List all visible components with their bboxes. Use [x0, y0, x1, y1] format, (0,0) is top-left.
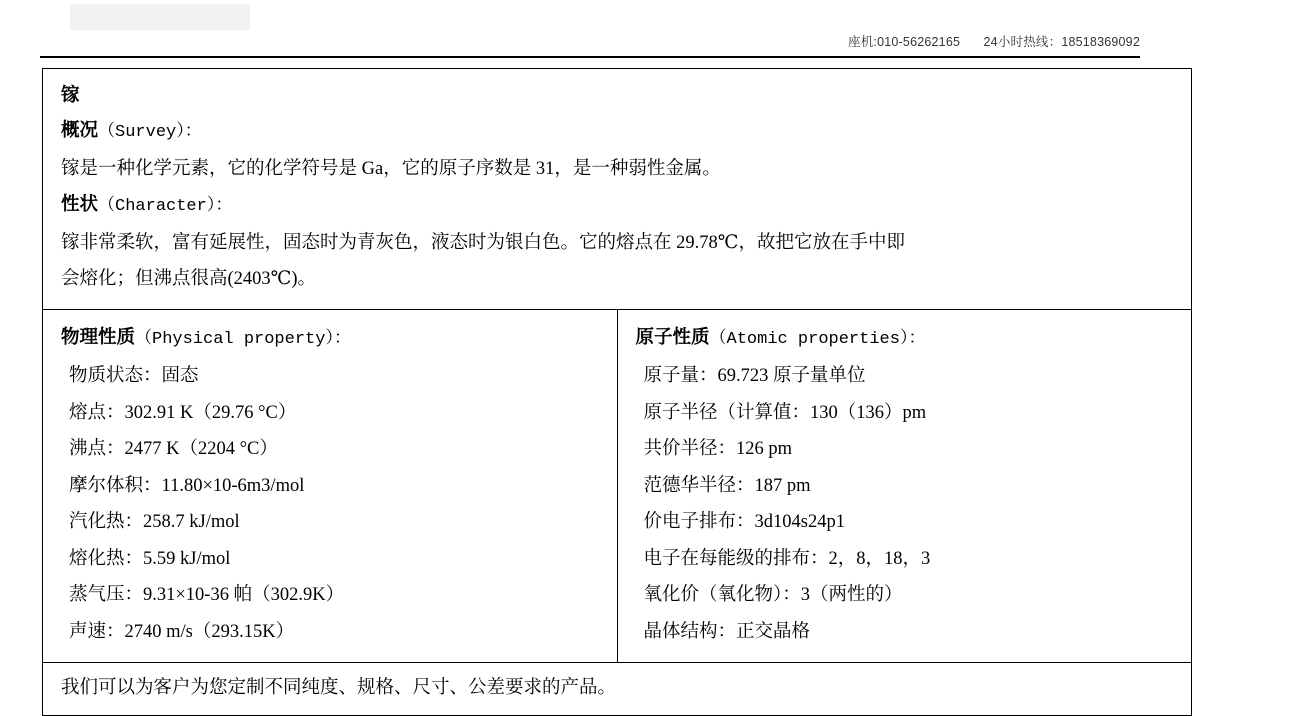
- survey-heading: [61, 113, 1177, 151]
- survey-heading-cn: 概况: [61, 121, 99, 141]
- physical-property-cell: [43, 310, 618, 663]
- atomic-heading-latin: （Atomic properties）：: [709, 330, 926, 349]
- character-heading-cn: 性状: [61, 195, 99, 215]
- physical-heading: [61, 320, 603, 358]
- character-heading-latin: （Character）：: [98, 197, 233, 216]
- header-phone: 座机:010-56262165: [848, 35, 961, 49]
- list-item: 晶体结构：正交晶格: [643, 621, 811, 642]
- list-item: 蒸气压：9.31×10-36 帕（302.9K）: [69, 585, 345, 605]
- page-header: [40, 0, 1140, 58]
- physical-heading-cn: 物理性质: [61, 328, 136, 348]
- element-name: 镓: [61, 86, 80, 106]
- table-row-overview: [43, 69, 1192, 310]
- list-item: 原子量：69.723 原子量单位: [643, 366, 866, 386]
- footer-note-cell: [43, 663, 1192, 716]
- element-spec-table: [42, 68, 1192, 716]
- footer-note: 我们可以为客户为您定制不同纯度、规格、尺寸、公差要求的产品。: [61, 678, 617, 698]
- list-item: 物质状态：固态: [69, 366, 199, 386]
- survey-text: 镓是一种化学元素，它的化学符号是 Ga，它的原子序数是 31，是一种弱性金属。: [61, 159, 721, 179]
- header-contact-info: [848, 32, 1140, 50]
- list-item: 摩尔体积：11.80×10-6m3/mol: [69, 475, 305, 496]
- list-item: 熔点：302.91 K（29.76 °C）: [69, 402, 297, 423]
- atomic-property-cell: [617, 310, 1192, 663]
- survey-heading-latin: （Survey）：: [98, 123, 202, 142]
- list-item: 范德华半径：187 pm: [643, 475, 811, 496]
- list-item: 原子半径（计算值：130（136）pm: [643, 402, 927, 423]
- header-hotline: 24小时热线：18518369092: [983, 35, 1140, 49]
- list-item: 氧化价（氧化物）：3（两性的）: [643, 585, 903, 605]
- overview-cell: [43, 69, 1192, 310]
- atomic-heading-cn: 原子性质: [635, 328, 710, 348]
- character-heading: [61, 187, 1177, 225]
- list-item: 共价半径：126 pm: [643, 439, 793, 459]
- list-item: 熔化热：5.59 kJ/mol: [69, 548, 231, 569]
- list-item: 声速：2740 m/s（293.15K）: [69, 621, 295, 642]
- list-item: 汽化热：258.7 kJ/mol: [69, 512, 240, 532]
- table-row-footer: [43, 663, 1192, 716]
- physical-heading-latin: （Physical property）：: [135, 330, 351, 349]
- character-text-line-1: 镓非常柔软，富有延展性，固态时为青灰色，液态时为银白色。它的熔点在 29.78℃，故把它放在手中即: [61, 233, 905, 253]
- list-item: 价电子排布：3d104s24p1: [643, 512, 845, 532]
- list-item: 电子在每能级的排布：2，8，18，3: [643, 548, 931, 569]
- list-item: 沸点：2477 K（2204 °C）: [69, 439, 278, 459]
- table-row-properties: [43, 310, 1192, 663]
- atomic-heading: [636, 320, 1178, 358]
- character-text-line-2: 会熔化；但沸点很高(2403℃)。: [61, 269, 317, 289]
